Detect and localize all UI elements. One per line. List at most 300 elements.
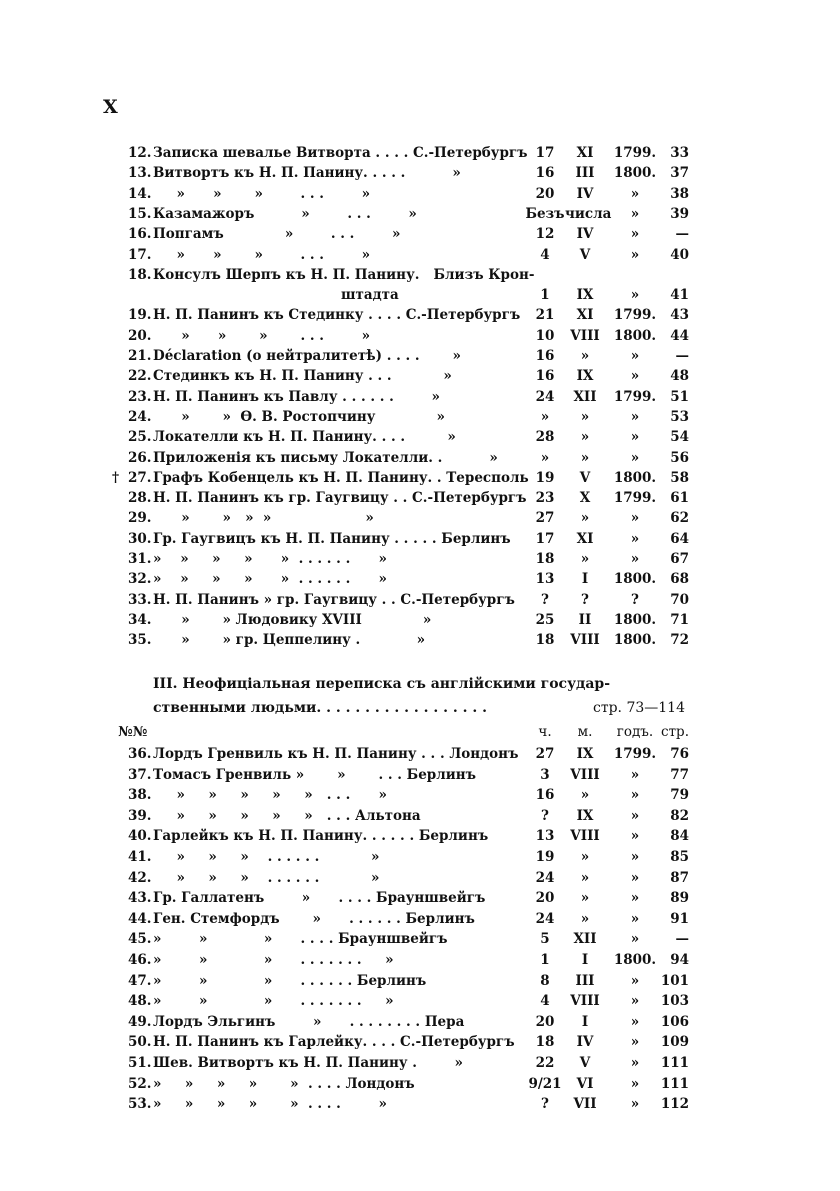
row-month: VIII: [570, 327, 600, 344]
row-year: »: [630, 1034, 640, 1051]
row-title: Витвортъ къ Н. П. Панину. . . . . »: [153, 165, 461, 182]
row-number: 46.: [128, 952, 152, 968]
row-day: 24: [535, 869, 555, 886]
table-row: [0, 991, 840, 1012]
row-month: VIII: [570, 993, 600, 1010]
row-day: ?: [541, 1096, 549, 1113]
section-heading: [153, 672, 693, 720]
row-month: IV: [576, 185, 594, 202]
row-title: Н. П. Панинъ къ Гарлейку. . . . С.-Петербургъ: [153, 1034, 515, 1051]
table-row: [0, 305, 840, 326]
row-number: 38.: [128, 787, 152, 804]
table-row: [0, 285, 840, 306]
table-row: [0, 826, 840, 847]
header-page: стр.: [661, 724, 689, 740]
table-row: [0, 529, 840, 550]
section-page-range: стр. 73—114: [593, 700, 685, 716]
row-day: 9/21: [528, 1075, 562, 1092]
row-title: Попгамъ » . . . »: [153, 226, 401, 243]
row-number: 16.: [128, 226, 152, 243]
row-year: »: [630, 408, 640, 425]
row-page: 89: [670, 890, 689, 907]
row-year: ?: [631, 591, 639, 608]
row-page: 40: [670, 246, 689, 263]
row-month: »: [580, 348, 590, 364]
row-month: XII: [573, 931, 597, 948]
table-row: [0, 366, 840, 387]
row-year: »: [630, 828, 640, 845]
row-day: 18: [535, 1034, 555, 1051]
row-page: 109: [660, 1034, 689, 1051]
row-month: IX: [576, 287, 594, 304]
row-page: 76: [670, 746, 689, 762]
row-title: » » Ѳ. В. Ростопчину »: [153, 408, 445, 425]
row-day: 8: [540, 972, 550, 989]
row-year: »: [630, 910, 640, 927]
row-title: » » » » » . . . . Лондонъ: [153, 1075, 415, 1092]
row-year: »: [630, 205, 640, 222]
table-row: [0, 549, 840, 570]
row-number: 44.: [128, 910, 152, 927]
row-title: Записка шевалье Витворта . . . . С.-Петербургъ: [153, 145, 528, 161]
row-number: 50.: [128, 1034, 152, 1051]
row-year: »: [630, 1096, 640, 1113]
row-number: 20.: [128, 327, 152, 344]
row-day: 16: [535, 368, 555, 385]
row-day: 12: [535, 226, 555, 243]
row-title: Гр. Галлатенъ » . . . . Брауншвейгъ: [153, 890, 486, 907]
table-row: [0, 806, 840, 827]
row-year: »: [630, 766, 640, 783]
row-year: 1800.: [613, 952, 657, 968]
row-year: 1800.: [613, 165, 657, 182]
table-row: [0, 387, 840, 408]
row-day: 20: [535, 890, 555, 907]
table-row: [0, 1032, 840, 1053]
table-row: [0, 971, 840, 992]
row-number: 12.: [128, 145, 152, 161]
row-title: » » гр. Цеппелину . »: [153, 632, 426, 649]
row-title: Н. П. Панинъ » гр. Гаугвицу . . С.-Петербургъ: [153, 591, 515, 608]
row-year: 1799.: [613, 145, 657, 161]
row-page: 53: [670, 408, 689, 425]
row-day: 4: [540, 993, 550, 1010]
row-day: 17: [535, 145, 555, 161]
row-month: »: [580, 449, 590, 466]
row-year: 1800.: [613, 632, 657, 649]
row-day: 23: [535, 490, 555, 507]
row-title: Графъ Кобенцель къ Н. П. Панину. . Тересполь: [153, 469, 529, 486]
row-number: 36.: [128, 746, 152, 762]
row-day: ?: [541, 591, 549, 608]
row-page: 111: [660, 1075, 689, 1092]
table-row: [0, 929, 840, 950]
table-row: [0, 888, 840, 909]
row-month: IV: [576, 1034, 594, 1051]
row-year: »: [630, 449, 640, 466]
row-page: 70: [670, 591, 689, 608]
row-year: 1800.: [613, 571, 657, 588]
row-day: 22: [535, 1055, 555, 1071]
row-day: 16: [535, 787, 555, 804]
row-mark: †: [112, 469, 120, 486]
row-number: 23.: [128, 388, 152, 405]
row-month: »: [580, 510, 590, 527]
row-month: I: [581, 1013, 589, 1030]
row-title: Стединкъ къ Н. П. Панину . . . »: [153, 368, 452, 385]
table-row: [0, 265, 840, 286]
row-year: »: [630, 849, 640, 865]
row-number: 21.: [128, 348, 152, 364]
row-page: 67: [670, 551, 689, 567]
row-month: VII: [573, 1096, 597, 1113]
row-number: 34.: [128, 611, 152, 628]
table-row: [0, 950, 840, 971]
row-title: Déclaration (о нейтралитетѣ) . . . . »: [153, 348, 461, 364]
row-year: 1800.: [613, 611, 657, 628]
row-number: 22.: [128, 368, 152, 385]
row-page: —: [675, 931, 689, 948]
row-title: » » » » » . . . »: [153, 787, 387, 804]
row-page: 77: [670, 766, 689, 783]
row-year: »: [630, 807, 640, 824]
table-row: [0, 204, 840, 225]
row-title: » » » . . . . . . . »: [153, 952, 394, 968]
row-number: 53.: [128, 1096, 152, 1113]
row-day: 13: [535, 828, 555, 845]
row-number: 27.: [128, 469, 152, 486]
row-page: 62: [670, 510, 689, 527]
row-title: » » » . . . »: [153, 246, 371, 263]
row-day: 10: [535, 327, 555, 344]
row-number: 52.: [128, 1075, 152, 1092]
row-day: 18: [535, 551, 555, 567]
row-day: 16: [535, 165, 555, 182]
row-title: Н. П. Панинъ къ гр. Гаугвицу . . С.-Петербургъ: [153, 490, 527, 507]
row-year: »: [630, 931, 640, 948]
row-title: Ген. Стемфордъ » . . . . . . Берлинъ: [153, 910, 475, 927]
row-year: »: [630, 890, 640, 907]
row-month: »: [580, 787, 590, 804]
row-year: »: [630, 993, 640, 1010]
table-row: [0, 847, 840, 868]
row-number: 30.: [128, 530, 152, 547]
row-month: I: [581, 952, 589, 968]
row-page: 71: [670, 611, 689, 628]
row-title: » » » . . . »: [153, 327, 371, 344]
row-year: »: [630, 1055, 640, 1071]
row-day: 3: [540, 766, 550, 783]
row-page: 51: [670, 388, 689, 405]
row-title: Лордъ Эльгинъ » . . . . . . . . Пера: [153, 1013, 465, 1030]
row-month: »: [580, 551, 590, 567]
row-year: »: [630, 348, 640, 364]
section-title-line-1: [153, 672, 693, 696]
row-number: 43.: [128, 890, 152, 907]
row-number: 49.: [128, 1013, 152, 1030]
row-month: II: [578, 611, 592, 628]
row-page: 48: [670, 368, 689, 385]
row-number: 33.: [128, 591, 152, 608]
row-year: 1799.: [613, 746, 657, 762]
row-month: III: [575, 165, 595, 182]
table-row: [0, 468, 840, 489]
table-row: [0, 765, 840, 786]
row-month: V: [579, 1055, 591, 1071]
row-year: »: [630, 368, 640, 385]
table-row: [0, 785, 840, 806]
table-row: [0, 184, 840, 205]
row-year: 1800.: [613, 327, 657, 344]
table-row: [0, 346, 840, 367]
row-page: 111: [660, 1055, 689, 1071]
row-title: » » » . . . . . . . »: [153, 993, 394, 1010]
row-page: 101: [660, 972, 689, 989]
row-number: 48.: [128, 993, 152, 1010]
row-number: 31.: [128, 551, 152, 567]
row-year: »: [630, 869, 640, 886]
row-day: 24: [535, 910, 555, 927]
row-page: 61: [670, 490, 689, 507]
table-row: [0, 744, 840, 765]
row-number: 17.: [128, 246, 152, 263]
row-month: XI: [576, 307, 594, 324]
section-title-line-2: [153, 696, 693, 720]
row-title: Шев. Витвортъ къ Н. П. Панину . »: [153, 1055, 463, 1071]
row-title: » » » » » . . . . . . »: [153, 551, 387, 567]
row-page: 94: [670, 952, 689, 968]
row-month: VIII: [570, 766, 600, 783]
row-month: »: [580, 869, 590, 886]
row-page: 72: [670, 632, 689, 649]
row-day: 4: [540, 246, 550, 263]
row-year: »: [630, 787, 640, 804]
row-day: 24: [535, 388, 555, 405]
row-year: »: [630, 551, 640, 567]
row-page: 87: [670, 869, 689, 886]
header-month: м.: [577, 724, 593, 740]
row-page: 58: [670, 469, 689, 486]
row-year: »: [630, 972, 640, 989]
row-title: » » » » » . . . Альтона: [153, 807, 421, 824]
row-title: Приложенія къ письму Локателли. . »: [153, 449, 498, 466]
row-year: 1800.: [613, 469, 657, 486]
table-row: [0, 427, 840, 448]
row-day: »: [540, 408, 550, 425]
header-year: годъ.: [616, 724, 654, 740]
table-row: [0, 569, 840, 590]
row-page: 38: [670, 185, 689, 202]
row-title: Лордъ Гренвиль къ Н. П. Панину . . . Лондонъ: [153, 746, 519, 762]
section-title-text-2: ственными людьми. . . . . . . . . . . . . . . . . .: [153, 700, 487, 716]
row-page: 56: [670, 449, 689, 466]
row-day: 13: [535, 571, 555, 588]
header-day: ч.: [538, 724, 552, 740]
row-month: XI: [576, 530, 594, 547]
row-month: I: [581, 571, 589, 588]
row-title: Гарлейкъ къ Н. П. Панину. . . . . . Берлинъ: [153, 828, 489, 845]
row-page: 79: [670, 787, 689, 804]
row-page: 37: [670, 165, 689, 182]
table-row: [0, 610, 840, 631]
row-number: 37.: [128, 766, 152, 783]
row-title: штадта: [153, 287, 399, 304]
row-title: Локателли къ Н. П. Панину. . . . »: [153, 429, 456, 446]
row-month: IX: [576, 368, 594, 385]
row-number: 18.: [128, 266, 152, 283]
page-number: X: [103, 96, 118, 118]
table-row: [0, 1053, 840, 1074]
row-day: 19: [535, 849, 555, 865]
row-month: »: [580, 429, 590, 446]
row-number: 42.: [128, 869, 152, 886]
row-page: 103: [660, 993, 689, 1010]
row-title: » » Людовику XVIII »: [153, 611, 432, 628]
row-year: 1799.: [613, 388, 657, 405]
row-month: IV: [576, 226, 594, 243]
row-month: »: [580, 890, 590, 907]
row-day: 18: [535, 632, 555, 649]
row-number: 19.: [128, 307, 152, 324]
table-row: [0, 245, 840, 266]
row-page: 39: [670, 205, 689, 222]
row-year: »: [630, 287, 640, 304]
row-number: 45.: [128, 931, 152, 948]
row-month: IX: [576, 807, 594, 824]
row-number: 32.: [128, 571, 152, 588]
row-month: IX: [576, 746, 594, 762]
row-number: 28.: [128, 490, 152, 507]
row-page: —: [675, 348, 689, 364]
row-day: »: [540, 449, 550, 466]
row-month: V: [579, 246, 591, 263]
header-number: №№: [118, 724, 148, 740]
row-number: 51.: [128, 1055, 152, 1071]
table-row: [0, 630, 840, 651]
table-row: [0, 1074, 840, 1095]
row-page: 82: [670, 807, 689, 824]
table-row: [0, 508, 840, 529]
row-month: числа: [565, 205, 612, 222]
row-year: 1799.: [613, 490, 657, 507]
row-month: VIII: [570, 632, 600, 649]
row-title: Н. П. Панинъ къ Павлу . . . . . . »: [153, 388, 440, 405]
table-header: [0, 722, 840, 743]
table-row: [0, 163, 840, 184]
row-number: 40.: [128, 828, 152, 845]
row-year: »: [630, 185, 640, 202]
row-year: 1799.: [613, 307, 657, 324]
row-month: »: [580, 408, 590, 425]
row-number: 26.: [128, 449, 152, 466]
row-day: ?: [541, 807, 549, 824]
row-page: 106: [660, 1013, 689, 1030]
table-row: [0, 1012, 840, 1033]
row-number: 47.: [128, 972, 152, 989]
row-day: 16: [535, 348, 555, 364]
row-day: 20: [535, 185, 555, 202]
row-number: 39.: [128, 807, 152, 824]
row-year: »: [630, 429, 640, 446]
table-row: [0, 488, 840, 509]
row-page: 41: [670, 287, 689, 304]
row-page: 112: [660, 1096, 689, 1113]
row-day: 1: [540, 287, 550, 304]
table-row: [0, 868, 840, 889]
row-title: » » » . . . . . . »: [153, 849, 380, 865]
row-year: »: [630, 226, 640, 243]
row-day: 17: [535, 530, 555, 547]
row-number: 41.: [128, 849, 152, 865]
row-title: Консулъ Шерпъ къ Н. П. Панину. Близъ Крон-: [153, 266, 535, 283]
row-title: » » » . . . . Брауншвейгъ: [153, 931, 448, 948]
row-month: VI: [576, 1075, 594, 1092]
row-month: V: [579, 469, 591, 486]
table-row: [0, 326, 840, 347]
row-day: Безъ: [525, 205, 565, 222]
row-number: 14.: [128, 185, 152, 202]
row-month: XI: [576, 145, 594, 161]
row-title: » » » » » . . . . . . »: [153, 571, 387, 588]
row-page: 85: [670, 849, 689, 865]
table-row: [0, 407, 840, 428]
table-row: [0, 143, 840, 164]
row-month: VIII: [570, 828, 600, 845]
row-month: ?: [581, 591, 589, 608]
row-day: 25: [535, 611, 555, 628]
table-row: [0, 224, 840, 245]
row-day: 1: [540, 952, 550, 968]
row-year: »: [630, 1075, 640, 1092]
row-page: —: [675, 226, 689, 243]
table-row: [0, 909, 840, 930]
row-month: »: [580, 849, 590, 865]
row-title: » » » » »: [153, 510, 374, 527]
row-number: 13.: [128, 165, 152, 182]
row-page: 54: [670, 429, 689, 446]
row-year: »: [630, 246, 640, 263]
row-number: 24.: [128, 408, 152, 425]
row-title: Гр. Гаугвицъ къ Н. П. Панину . . . . . Берлинъ: [153, 530, 511, 547]
row-title: » » » » » . . . . »: [153, 1096, 387, 1113]
row-title: » » » . . . . . . Берлинъ: [153, 972, 427, 989]
row-page: 64: [670, 530, 689, 547]
row-day: 27: [535, 510, 555, 527]
row-month: X: [579, 490, 591, 507]
table-row: [0, 590, 840, 611]
row-month: III: [575, 972, 595, 989]
table-row: [0, 448, 840, 469]
row-day: 20: [535, 1013, 555, 1030]
row-number: 35.: [128, 632, 152, 649]
row-year: »: [630, 530, 640, 547]
row-title: Томасъ Гренвиль » » . . . Берлинъ: [153, 766, 477, 783]
row-day: 19: [535, 469, 555, 486]
row-page: 68: [670, 571, 689, 588]
row-title: Казамажоръ » . . . »: [153, 205, 417, 222]
row-page: 84: [670, 828, 689, 845]
table-row: [0, 1094, 840, 1115]
row-title: » » » . . . . . . »: [153, 869, 380, 886]
row-title: » » » . . . »: [153, 185, 371, 202]
row-page: 43: [670, 307, 689, 324]
row-day: 5: [540, 931, 550, 948]
row-year: »: [630, 510, 640, 527]
row-number: 15.: [128, 205, 152, 222]
row-day: 27: [535, 746, 555, 762]
section-title-text-1: III. Неофиціальная переписка съ англійскими государ-: [153, 676, 611, 692]
row-number: 25.: [128, 429, 152, 446]
